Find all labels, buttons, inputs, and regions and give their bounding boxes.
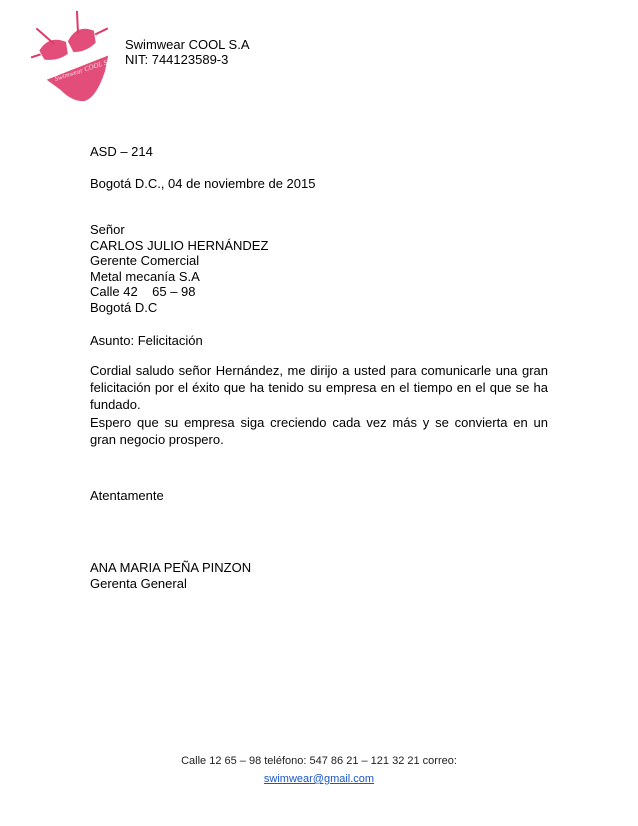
recipient-position: Gerente Comercial: [90, 253, 200, 268]
signer-title: Gerenta General: [90, 575, 187, 591]
subject-line: Asunto: Felicitación: [90, 333, 203, 348]
recipient-address: Calle 42 65 – 98: [90, 284, 196, 299]
body-paragraph-2: Espero que su empresa siga creciendo cada vez más y se convierta en un gran negocio prospero.: [90, 415, 548, 447]
closing: Atentamente: [90, 488, 164, 503]
recipient-company: Metal mecanía S.A: [90, 268, 200, 284]
place-date: Bogotá D.C., 04 de noviembre de 2015: [90, 176, 316, 191]
company-nit: NIT: 744123589-3: [125, 52, 229, 67]
footer-email-link[interactable]: swimwear@gmail.com: [263, 773, 375, 785]
company-name: Swimwear COOL S.A: [125, 37, 250, 52]
signer-name: ANA MARIA PEÑA PINZON: [90, 560, 252, 575]
recipient-name: CARLOS JULIO HERNÁNDEZ: [90, 237, 269, 253]
letterhead: [125, 37, 250, 67]
company-logo: [30, 10, 120, 110]
signature-block: [90, 560, 251, 591]
recipient-city: Bogotá D.C: [90, 299, 158, 315]
logo-watermark-text: Swimwear COOL S.A: [53, 56, 114, 83]
recipient-block: [90, 222, 268, 315]
reference-code: ASD – 214: [90, 144, 153, 159]
body-paragraph-1: Cordial saludo señor Hernández, me dirijo a usted para comunicarle una gran felicitación por el éxito que ha tenido su empresa en el tiempo en el que se ha fundado.: [90, 363, 548, 412]
footer-address: Calle 12 65 – 98 teléfono: 547 86 21 – 121 32 21 correo:: [181, 755, 457, 767]
footer: [0, 752, 638, 788]
recipient-salutation: Señor: [90, 222, 125, 237]
